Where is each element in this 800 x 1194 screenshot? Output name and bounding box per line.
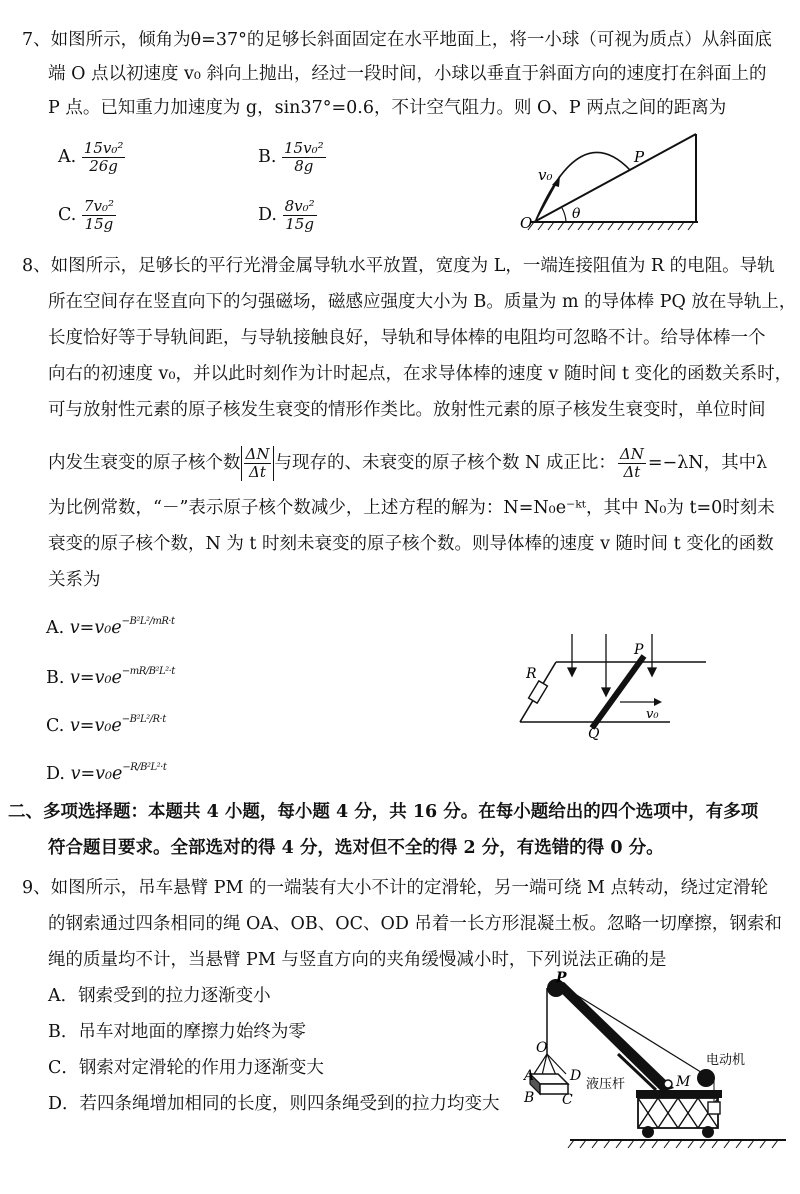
q8-fig-q: Q [588,726,600,740]
q7-option-c[interactable]: C. $\frac{\text{7v₀²}}{15g}$ [58,197,114,233]
q9-fig-d: D [570,1068,582,1084]
q8-fig-r: R [526,666,537,682]
q8-line-9: 关系为 [48,570,101,590]
q9-crane-figure [510,968,790,1150]
q8-fig-p: P [634,642,644,658]
q9-option-d[interactable]: D．若四条绳增加相同的长度，则四条绳受到的拉力均变大 [48,1094,500,1114]
q8-fig-v0: v₀ [646,707,659,722]
q9-fig-o: O [536,1040,548,1056]
q9-line-2: 的钢索通过四条相同的绳 OA、OB、OC、OD 吊着一长方形混凝土板。忽略一切摩擦，钢索和 [48,914,782,934]
q8-line-6: 内发生衰变的原子核个数 $\frac{\Delta N}{\Delta t}$ 与现存的、未衰变的原子核个数 N 成正比： $\frac{\Delta N}{\Delta t}$ =−λN，其中λ [48,445,768,481]
q7-fig-o: O [520,214,533,232]
q9-line-1: 9、如图所示，吊车悬臂 PM 的一端装有大小不计的定滑轮，另一端可绕 M 点转动，绕过定滑轮 [22,878,768,898]
q8-option-a[interactable]: A. $v=v_0e^{-B^2L^2/mR\cdot t}$ [46,616,175,638]
q7-line-2: 端 O 点以初速度 v₀ 斜向上抛出，经过一段时间，小球以垂直于斜面方向的速度打在斜面上的 [48,64,767,84]
q7-incline-figure [510,128,710,236]
q8-rail-figure [510,628,720,740]
q8-line-4: 向右的初速度 v₀，并以此时刻作为计时起点，在求导体棒的速度 v 随时间 t 变化的函数关系时， [48,364,793,384]
q8-line-2: 所在空间存在竖直向下的匀强磁场，磁感应强度大小为 B。质量为 m 的导体棒 PQ 放在导轨上， [48,292,797,312]
q9-fig-motor: 电动机 [706,1053,746,1068]
section2-line-1: 二、多项选择题：本题共 4 小题，每小题 4 分，共 16 分。在每小题给出的四个选项中，有多项 [8,802,759,822]
q8-option-b[interactable]: B. $v=v_0e^{-mR/B^2L^2\cdot t}$ [46,666,175,688]
q8-line-1: 8、如图所示，足够长的平行光滑金属导轨水平放置，宽度为 L，一端连接阻值为 R 的电阻。导轨 [22,256,775,276]
q7-fig-v0: v₀ [538,166,553,184]
q7-fig-theta: θ [572,206,581,222]
q9-fig-p: P [556,970,567,986]
q8-option-c[interactable]: C. $v=v_0e^{-B^2L^2/R\cdot t}$ [46,714,166,736]
q9-fig-a: A [524,1068,535,1084]
section2-line-2: 符合题目要求。全部选对的得 4 分，选对但不全的得 2 分，有选错的得 0 分。 [48,838,664,858]
q8-line-5: 可与放射性元素的原子核发生衰变的情形作类比。放射性元素的原子核发生衰变时，单位时间 [48,400,766,420]
q7-line-1: 7、如图所示，倾角为θ=37°的足够长斜面固定在水平地面上，将一小球（可视为质点）从斜面底 [22,30,772,50]
q9-option-b[interactable]: B．吊车对地面的摩擦力始终为零 [48,1022,306,1042]
q9-fig-c: C [562,1092,573,1108]
q9-fig-rod: 液压杆 [586,1077,626,1092]
q9-line-3: 绳的质量均不计，当悬臂 PM 与竖直方向的夹角缓慢减小时，下列说法正确的是 [48,950,667,970]
q8-option-d[interactable]: D. $v=v_0e^{-R/B^2L^2\cdot t}$ [46,762,167,784]
q9-fig-b: B [524,1090,535,1106]
q8-line-3: 长度恰好等于导轨间距，与导轨接触良好，导轨和导体棒的电阻均可忽略不计。给导体棒一个 [48,328,766,348]
q8-line-7: 为比例常数，“－”表示原子核个数减少，上述方程的解为：N=N₀e⁻ᵏᵗ，其中 N₀为 t=0时刻未 [48,498,775,518]
q9-option-a[interactable]: A．钢索受到的拉力逐渐变小 [48,986,271,1006]
q9-fig-m: M [676,1074,691,1090]
q7-option-d[interactable]: D. $\frac{\text{8v₀²}}{15g}$ [258,197,315,233]
q7-option-b[interactable]: B. $\frac{\text{15v₀²}}{8g}$ [258,139,324,175]
q9-option-c[interactable]: C．钢索对定滑轮的作用力逐渐变大 [48,1058,324,1078]
q7-line-3: P 点。已知重力加速度为 g，sin37°=0.6，不计空气阻力。则 O、P 两点之间的距离为 [48,98,727,118]
q8-line-8: 衰变的原子核个数，N 为 t 时刻未衰变的原子核个数。则导体棒的速度 v 随时间 t 变化的函数 [48,534,774,554]
q7-fig-p: P [634,148,645,166]
q7-option-a[interactable]: A. $\frac{\text{15v₀²}}{26g}$ [58,139,124,175]
